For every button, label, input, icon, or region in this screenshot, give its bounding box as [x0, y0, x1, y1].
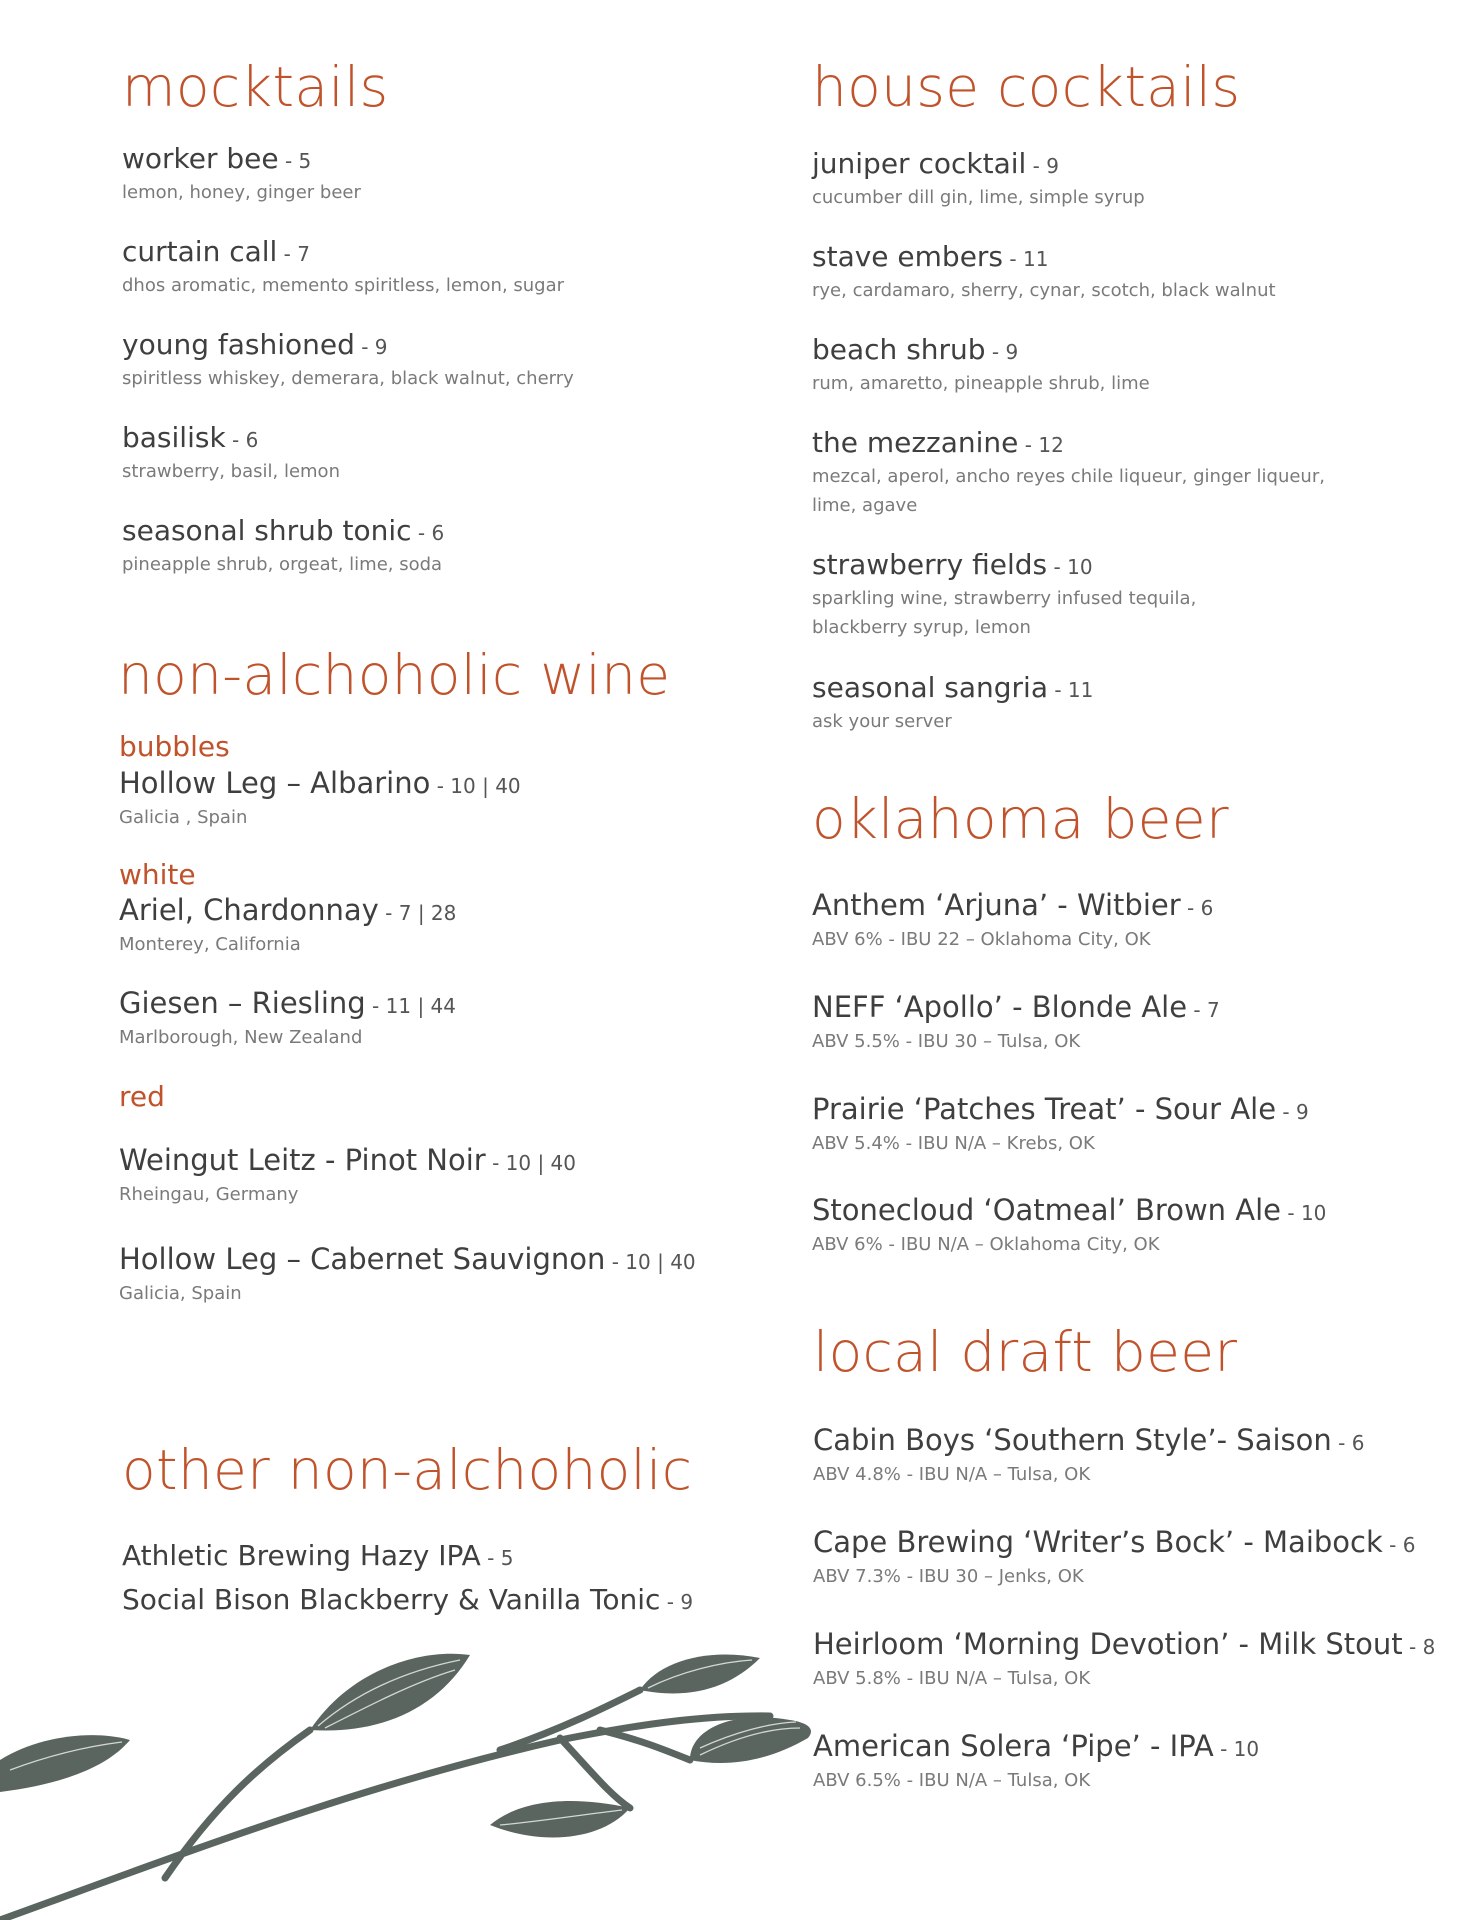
menu-item: [119, 1242, 696, 1308]
item-name: Heirloom ‘Morning Devotion’ - Milk Stout: [813, 1627, 1403, 1661]
item-name: Hollow Leg – Cabernet Sauvignon: [119, 1242, 606, 1276]
item-price: - 9: [354, 335, 388, 359]
item-desc: ABV 6% - IBU N/A – Oklahoma City, OK: [812, 1233, 1160, 1255]
item-name: stave embers: [812, 240, 1004, 273]
menu-item: [812, 671, 1093, 736]
draft-heading: local draft beer: [813, 1320, 1238, 1384]
item-price: - 11 | 44: [365, 994, 456, 1018]
item-name: seasonal sangria: [812, 671, 1048, 704]
item-desc: sparkling wine, strawberry infused tequila,: [812, 587, 1197, 609]
item-name: Cape Brewing ‘Writer’s Bock’ - Maibock: [813, 1525, 1383, 1559]
item-desc-cont: lime, agave: [812, 494, 918, 516]
item-name: Athletic Brewing Hazy IPA: [122, 1539, 481, 1572]
white-subheading: white: [119, 858, 196, 891]
menu-item: [812, 1193, 1326, 1259]
menu-item: [119, 766, 521, 832]
item-name: Prairie ‘Patches Treat’ - Sour Ale: [812, 1092, 1277, 1126]
item-name: young fashioned: [122, 328, 355, 361]
item-price: - 9: [1276, 1100, 1309, 1124]
item-desc: ABV 5.8% - IBU N/A – Tulsa, OK: [813, 1667, 1091, 1689]
menu-item: [122, 421, 340, 486]
item-desc: dhos aromatic, memento spiritless, lemon, sugar: [122, 274, 565, 296]
item-desc: ABV 7.3% - IBU 30 – Jenks, OK: [813, 1565, 1084, 1587]
item-name: Ariel, Chardonnay: [119, 893, 379, 927]
item-price: - 11: [1003, 247, 1049, 271]
item-price: - 9: [1026, 154, 1059, 178]
item-desc: ABV 4.8% - IBU N/A – Tulsa, OK: [813, 1463, 1091, 1485]
other-heading: other non-alchoholic: [122, 1438, 693, 1502]
item-desc: Galicia , Spain: [119, 806, 248, 828]
item-name: curtain call: [122, 235, 278, 268]
menu-item: [812, 333, 1150, 398]
item-desc: lemon, honey, ginger beer: [122, 181, 361, 203]
item-desc: ABV 6% - IBU 22 – Oklahoma City, OK: [812, 928, 1151, 950]
item-name: Anthem ‘Arjuna’ - Witbier: [812, 888, 1181, 922]
item-desc: cucumber dill gin, lime, simple syrup: [812, 186, 1145, 208]
menu-item: [122, 1539, 513, 1573]
item-desc: Rheingau, Germany: [119, 1183, 299, 1205]
menu-item: [122, 1583, 693, 1617]
item-desc: rye, cardamaro, sherry, cynar, scotch, black walnut: [812, 279, 1276, 301]
item-price: - 6: [411, 521, 445, 545]
item-desc: ABV 6.5% - IBU N/A – Tulsa, OK: [813, 1769, 1091, 1791]
item-price: - 10 | 40: [605, 1250, 696, 1274]
menu-item: [122, 235, 564, 300]
item-desc: Marlborough, New Zealand: [119, 1026, 363, 1048]
item-price: - 7: [1187, 998, 1220, 1022]
item-price: - 7 | 28: [378, 901, 457, 925]
item-price: - 6: [1331, 1431, 1365, 1455]
menu-item: [122, 514, 444, 579]
item-name: Giesen – Riesling: [119, 986, 366, 1020]
item-price: - 6: [1382, 1533, 1416, 1557]
menu-item: [119, 1143, 576, 1209]
item-desc: pineapple shrub, orgeat, lime, soda: [122, 553, 443, 575]
red-subheading: red: [119, 1080, 165, 1113]
bubbles-subheading: bubbles: [119, 730, 230, 763]
menu-item: [812, 1092, 1309, 1158]
menu-item: [119, 893, 456, 959]
menu-item: [812, 240, 1276, 305]
cocktails-heading: house cocktails: [812, 55, 1241, 119]
item-desc: rum, amaretto, pineapple shrub, lime: [812, 372, 1150, 394]
item-price: - 6: [1180, 896, 1214, 920]
menu-item: [119, 986, 456, 1052]
item-price: - 9: [660, 1590, 694, 1614]
item-price: - 10: [1047, 555, 1093, 579]
item-price: - 10 | 40: [485, 1151, 577, 1175]
item-name: Stonecloud ‘Oatmeal’ Brown Ale: [812, 1193, 1282, 1227]
item-name: beach shrub: [812, 333, 986, 366]
mocktails-heading: mocktails: [122, 55, 389, 119]
menu-item: [813, 1627, 1435, 1693]
item-price: - 12: [1018, 433, 1064, 457]
item-desc: mezcal, aperol, ancho reyes chile liqueur, ginger liqueur,: [812, 465, 1325, 487]
item-name: Hollow Leg – Albarino: [119, 766, 431, 800]
item-name: Cabin Boys ‘Southern Style’- Saison: [813, 1423, 1332, 1457]
item-desc: ABV 5.5% - IBU 30 – Tulsa, OK: [812, 1030, 1081, 1052]
item-price: - 8: [1402, 1635, 1436, 1659]
menu-item: [812, 147, 1145, 212]
leaf-branch-illustration: [0, 1620, 830, 1920]
menu-item: [812, 548, 1196, 642]
item-price: - 5: [480, 1546, 514, 1570]
item-name: American Solera ‘Pipe’ - IPA: [813, 1729, 1214, 1763]
menu-item: [812, 888, 1213, 954]
item-price: - 10: [1281, 1201, 1327, 1225]
menu-item: [812, 426, 1325, 520]
menu-item: [813, 1729, 1259, 1795]
item-price: - 7: [277, 242, 310, 266]
item-desc: ABV 5.4% - IBU N/A – Krebs, OK: [812, 1132, 1095, 1154]
item-name: worker bee: [122, 142, 279, 175]
item-name: juniper cocktail: [812, 147, 1027, 180]
item-name: strawberry fields: [812, 548, 1048, 581]
item-price: - 11: [1048, 678, 1094, 702]
item-desc: Monterey, California: [119, 933, 301, 955]
item-price: - 9: [985, 340, 1019, 364]
item-price: - 6: [225, 428, 259, 452]
item-name: NEFF ‘Apollo’ - Blonde Ale: [812, 990, 1188, 1024]
menu-item: [122, 328, 574, 393]
item-desc: Galicia, Spain: [119, 1282, 242, 1304]
oklahoma-heading: oklahoma beer: [812, 787, 1229, 851]
item-name: basilisk: [122, 421, 226, 454]
item-name: Weingut Leitz - Pinot Noir: [119, 1143, 486, 1177]
menu-item: [812, 990, 1220, 1056]
item-name: seasonal shrub tonic: [122, 514, 412, 547]
item-desc: ask your server: [812, 710, 952, 732]
menu-item: [122, 142, 361, 207]
item-name: Social Bison Blackberry & Vanilla Tonic: [122, 1583, 661, 1616]
item-price: - 5: [278, 149, 312, 173]
menu-item: [813, 1525, 1415, 1591]
item-desc: strawberry, basil, lemon: [122, 460, 340, 482]
item-name: the mezzanine: [812, 426, 1019, 459]
item-price: - 10: [1213, 1737, 1260, 1761]
item-desc-cont: blackberry syrup, lemon: [812, 616, 1031, 638]
wine-heading: non-alchoholic wine: [118, 643, 671, 707]
menu-item: [813, 1423, 1364, 1489]
item-desc: spiritless whiskey, demerara, black walnut, cherry: [122, 367, 574, 389]
item-price: - 10 | 40: [430, 774, 521, 798]
